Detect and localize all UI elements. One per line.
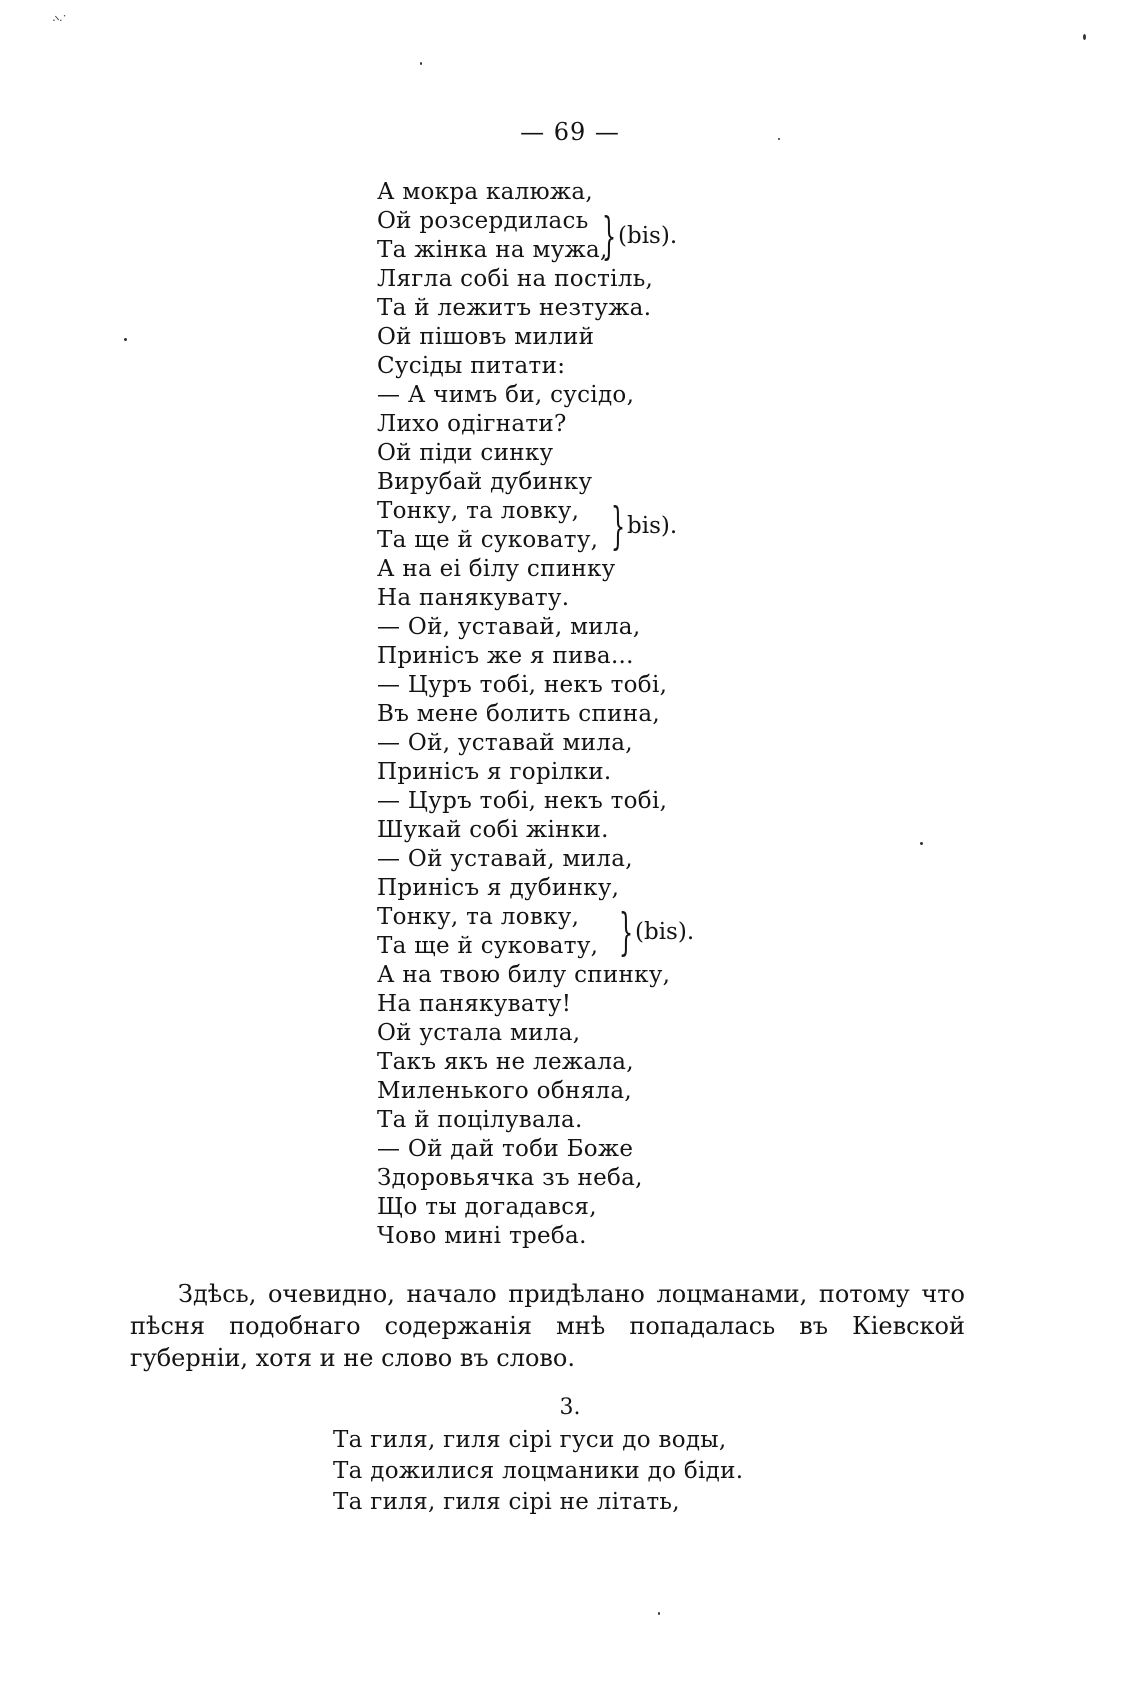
commentary-text: Здѣсь, очевидно, начало придѣлано лоцманами, потому что пѣсня подобнаго содержанія мнѣ попадалась въ Кіевской губерніи, хотя и не слово въ слово. [130, 1280, 965, 1372]
verse-line: Та й поцілувала. [377, 1107, 583, 1133]
verse-line: Ой піди синку [377, 440, 554, 466]
verse-line: А мокра калюжа, [377, 179, 593, 205]
section-number: 3. [559, 1395, 581, 1420]
verse-line: Тонку, та ловку, [377, 498, 580, 524]
bis-label: (bis). [618, 223, 678, 249]
bis-label: bis). [627, 513, 678, 539]
page-number: — 69 — [520, 118, 620, 146]
verse-line: Та ще й суковату, [377, 933, 599, 959]
verse-line: Принісъ же я пива... [377, 643, 634, 669]
verse-line: Та гиля, гиля сірі гуси до воды, [333, 1427, 727, 1453]
verse-line: — Ой, уставай, мила, [377, 614, 641, 640]
scan-speck [658, 1612, 660, 1615]
verse-line: Та й лежитъ незтужа. [377, 295, 652, 321]
verse-line: — Цуръ тобі, некъ тобі, [377, 672, 668, 698]
verse-line: — Цуръ тобі, некъ тобі, [377, 788, 668, 814]
verse-line: На панякувату. [377, 585, 570, 611]
bis-marker [607, 497, 677, 555]
verse-line: Принісъ я горілки. [377, 759, 612, 785]
scan-speck [778, 138, 780, 140]
verse-line: — Ой, уставай мила, [377, 730, 633, 756]
verse-line: Та гиля, гиля сірі не літать, [333, 1489, 680, 1515]
corner-print-mark: ᐧᐠᐧ ͘ [52, 14, 65, 29]
verse-line: — Ой уставай, мила, [377, 846, 633, 872]
verse-line: Що ты догадався, [377, 1194, 597, 1220]
verse-line: — А чимъ би, сусідо, [377, 382, 635, 408]
verse-line: Сусіды питати: [377, 353, 566, 379]
verse-line: Вирубай дубинку [377, 469, 593, 495]
verse-block-2 [333, 1425, 743, 1518]
verse-line: Миленького обняла, [377, 1078, 632, 1104]
scan-speck [920, 842, 923, 845]
verse-line: Лихо одігнати? [377, 411, 567, 437]
verse-line: Та жінка на мужа, [377, 237, 608, 263]
verse-line: Лягла собі на постіль, [377, 266, 654, 292]
bis-label: (bis). [635, 919, 695, 945]
prose-paragraph [130, 1278, 965, 1374]
verse-line: На панякувату! [377, 991, 572, 1017]
brace-icon: } [618, 903, 634, 961]
scan-speck [420, 62, 422, 65]
verse-line: Тонку, та ловку, [377, 904, 580, 930]
verse-line: Чово мині треба. [377, 1223, 587, 1249]
scan-speck [1083, 34, 1086, 40]
scan-speck [124, 338, 127, 341]
brace-icon: } [601, 207, 617, 265]
brace-icon: } [610, 497, 626, 555]
verse-block-1 [377, 178, 670, 1251]
bis-marker [598, 207, 677, 265]
verse-line: Шукай собі жінки. [377, 817, 609, 843]
verse-line: Ой розсердилась [377, 208, 589, 234]
verse-line: А на твою билу спинку, [377, 962, 671, 988]
verse-line: А на еі білу спинку [377, 556, 616, 582]
bis-marker [615, 903, 694, 961]
verse-line: Ой устала мила, [377, 1020, 581, 1046]
verse-line: Та ще й суковату, [377, 527, 599, 553]
verse-line: — Ой дай тоби Боже [377, 1136, 634, 1162]
verse-line: Такъ якъ не лежала, [377, 1049, 634, 1075]
verse-line: Въ мене болить спина, [377, 701, 660, 727]
verse-line: Ой пішовъ милий [377, 324, 595, 350]
verse-line: Та дожилися лоцманики до біди. [333, 1458, 744, 1484]
verse-line: Принісъ я дубинку, [377, 875, 620, 901]
verse-line: Здоровьячка зъ неба, [377, 1165, 643, 1191]
